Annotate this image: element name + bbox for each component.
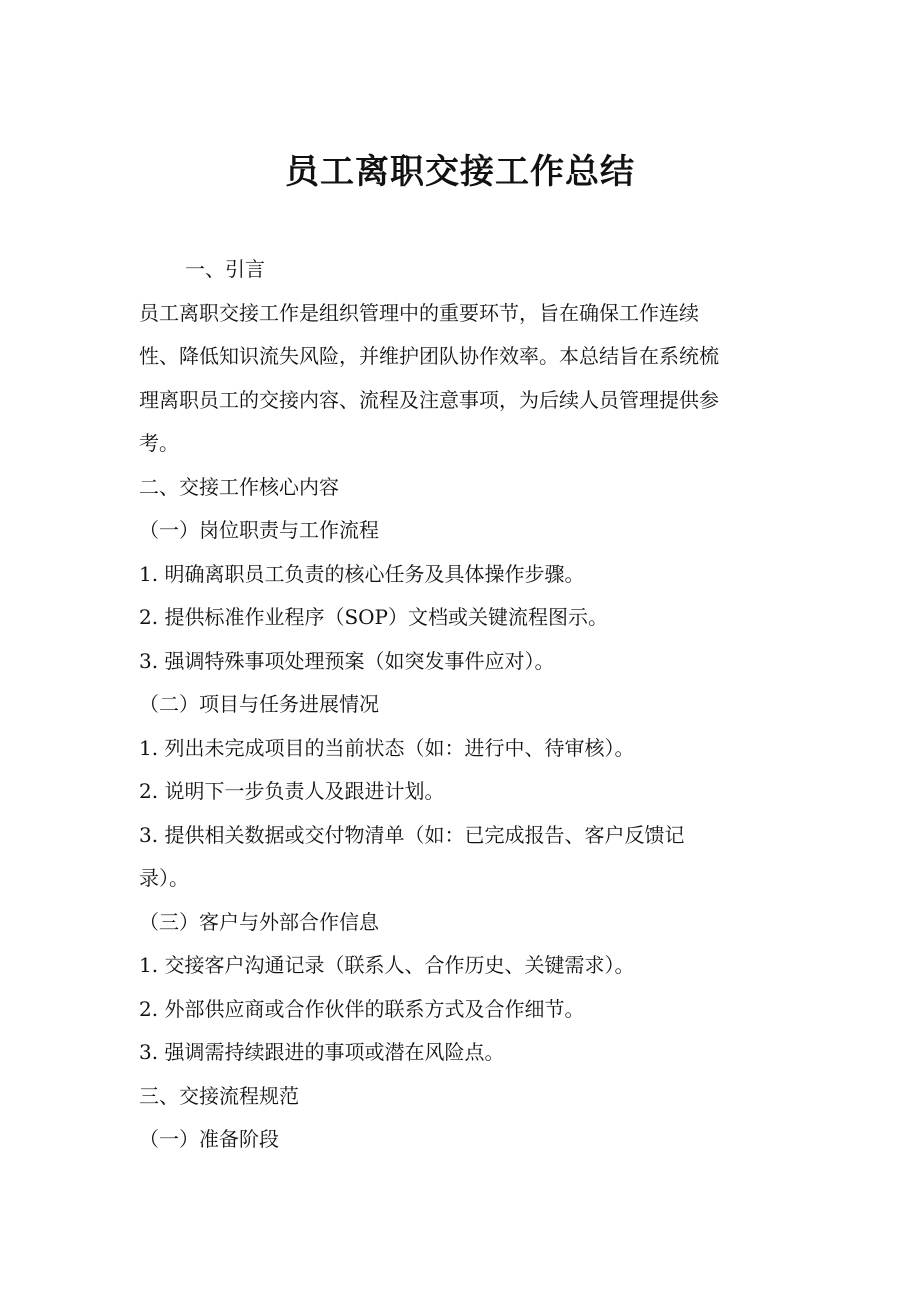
section-heading: 三、交接流程规范 bbox=[139, 1083, 299, 1108]
section-heading: 二、交接工作核心内容 bbox=[139, 474, 339, 499]
document-title: 员工离职交接工作总结 bbox=[285, 152, 635, 192]
paragraph-line: 考。 bbox=[139, 431, 179, 455]
list-item: 2. 说明下一步负责人及跟进计划。 bbox=[139, 779, 445, 803]
list-item: 3. 提供相关数据或交付物清单（如：已完成报告、客户反馈记 bbox=[139, 822, 685, 847]
document-body bbox=[139, 248, 779, 1162]
list-item: 1. 明确离职员工负责的核心任务及具体操作步骤。 bbox=[139, 561, 585, 586]
subsection-heading: （一）岗位职责与工作流程 bbox=[139, 518, 379, 542]
paragraph-line: 理离职员工的交接内容、流程及注意事项，为后续人员管理提供参 bbox=[139, 387, 719, 412]
paragraph-line: 性、降低知识流失风险，并维护团队协作效率。本总结旨在系统梳 bbox=[139, 344, 719, 368]
subsection-heading: （三）客户与外部合作信息 bbox=[139, 909, 379, 934]
list-item-continuation: 录）。 bbox=[139, 866, 189, 890]
paragraph-line: 员工离职交接工作是组织管理中的重要环节，旨在确保工作连续 bbox=[139, 300, 699, 325]
subsection-heading: （一）准备阶段 bbox=[139, 1127, 279, 1151]
list-item: 3. 强调需持续跟进的事项或潜在风险点。 bbox=[139, 1040, 505, 1064]
list-item: 1. 列出未完成项目的当前状态（如：进行中、待审核）。 bbox=[139, 735, 635, 760]
subsection-heading: （二）项目与任务进展情况 bbox=[139, 692, 379, 716]
section-heading-intro: 一、引言 bbox=[185, 257, 265, 281]
list-item: 2. 外部供应商或合作伙伴的联系方式及合作细节。 bbox=[139, 996, 585, 1021]
list-item: 1. 交接客户沟通记录（联系人、合作历史、关键需求）。 bbox=[139, 953, 635, 977]
list-item: 3. 强调特殊事项处理预案（如突发事件应对）。 bbox=[139, 648, 555, 673]
list-item: 2. 提供标准作业程序（SOP）文档或关键流程图示。 bbox=[139, 605, 608, 629]
